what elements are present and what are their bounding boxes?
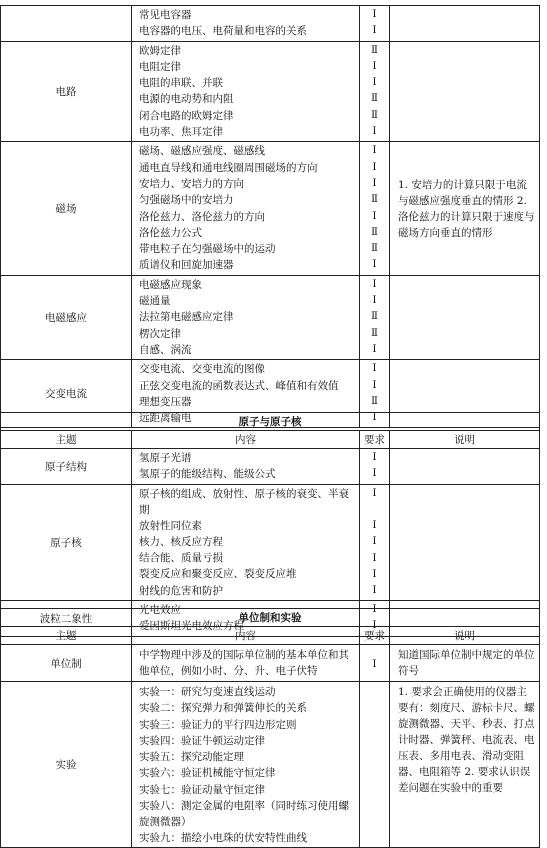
notes-cell [390, 682, 540, 848]
topic-label: 交变电流 [45, 388, 87, 401]
list-item: 实验八：测定金属的电阻率（同时练习使用螺旋测微器） [139, 800, 349, 829]
topic-label: 原子结构 [45, 460, 87, 473]
list-item: 氢原子的能级结构、能级公式 [139, 468, 276, 481]
topic-cell [1, 682, 132, 848]
notes-text: 知道国际单位制中规定的单位符号 [398, 649, 535, 677]
list-item: 实验一：研究匀变速直线运动 [139, 686, 276, 698]
requirement-cell [360, 682, 390, 848]
requirement-level: Ⅰ [372, 487, 377, 499]
section-title-row [1, 609, 540, 627]
topic-cell [1, 41, 132, 142]
requirement-level: Ⅰ [372, 259, 377, 271]
requirement-level: Ⅰ [372, 412, 377, 424]
header-content: 内容 [132, 627, 360, 645]
list-item: 电阻的串联、并联 [139, 77, 223, 90]
topic-label: 单位制 [50, 657, 82, 670]
content-cell [132, 275, 360, 359]
notes-cell [390, 645, 540, 682]
requirement-level: Ⅱ [371, 44, 378, 56]
requirement-level: Ⅰ [372, 604, 377, 616]
requirement-cell [360, 484, 390, 600]
list-item: 核力、核反应方程 [139, 535, 223, 548]
requirement-level: Ⅰ [372, 343, 377, 355]
list-item: 实验六：验证机械能守恒定律 [139, 767, 276, 780]
table-row [1, 682, 540, 848]
list-item: 洛伦兹力公式 [139, 226, 202, 239]
header-content: 内容 [132, 431, 360, 449]
requirement-level: Ⅱ [371, 93, 378, 105]
content-cell [132, 449, 360, 485]
requirement-level: Ⅰ [372, 585, 377, 597]
requirement-level: Ⅱ [371, 395, 378, 407]
list-item: 磁通量 [139, 295, 171, 308]
requirement-level: Ⅰ [372, 658, 377, 670]
requirement-level: Ⅰ [372, 468, 377, 480]
table-atom-nucleus [0, 412, 540, 637]
requirement-level: Ⅰ [372, 145, 377, 157]
topic-label: 波粒二象性 [39, 612, 93, 625]
requirement-level: Ⅰ [372, 278, 377, 290]
list-item: 安培力、安培力的方向 [139, 177, 244, 190]
section-title: 原子与原子核 [1, 413, 540, 431]
requirement-level: Ⅰ [372, 569, 377, 581]
topic-cell [1, 484, 132, 600]
list-item: 实验二：探究弹力和弹簧伸长的关系 [139, 702, 307, 715]
list-item: 匀强磁场中的安培力 [139, 194, 234, 207]
list-item: 通电直导线和通电线圈周围磁场的方向 [139, 161, 318, 174]
content-cell [132, 484, 360, 600]
list-item: 实验五：探究动能定理 [139, 751, 244, 764]
list-item: 交变电流、交变电流的图像 [139, 363, 265, 376]
header-requirement: 要求 [360, 627, 390, 645]
requirement-level: Ⅰ [372, 25, 377, 37]
requirement-level: Ⅰ [372, 9, 377, 20]
notes-cell [390, 41, 540, 142]
list-item: 实验七：验证动量守恒定律 [139, 783, 265, 796]
notes-cell [390, 484, 540, 600]
list-item: 爱因斯坦光电效应方程 [139, 620, 244, 633]
list-item: 法拉第电磁感应定律 [139, 311, 234, 324]
list-item: 实验四：验证牛顿运动定律 [139, 734, 265, 747]
requirement-level: Ⅱ [371, 327, 378, 339]
list-item: 电功率、焦耳定律 [139, 126, 223, 139]
list-item: 洛伦兹力、洛伦兹力的方向 [139, 210, 265, 223]
content-text: 中学物理中涉及的国际单位制的基本单位和其他单位，例如小时、分、升、电子伏特 [139, 649, 349, 677]
table-row [1, 275, 540, 359]
requirement-level: Ⅰ [372, 177, 377, 189]
list-item: 原子核的组成、放射性、原子核的衰变、半衰期 [139, 487, 349, 516]
topic-label: 实验 [55, 759, 77, 772]
topic-cell [1, 275, 132, 359]
topic-label: 原子核 [50, 536, 82, 549]
topic-cell [1, 6, 132, 42]
table-electricity-magnetism [0, 5, 540, 428]
table-row [1, 645, 540, 682]
requirement-level: Ⅰ [372, 452, 377, 463]
requirement-cell [360, 645, 390, 682]
requirement-cell [360, 275, 390, 359]
list-item: 磁场、磁感应强度、磁感线 [139, 145, 265, 158]
requirement-cell [360, 41, 390, 142]
section-title: 单位制和实验 [1, 609, 540, 627]
header-topic: 主题 [1, 627, 132, 645]
requirement-level: Ⅱ [371, 243, 378, 255]
requirement-cell [360, 142, 390, 275]
requirement-level: Ⅱ [371, 194, 378, 206]
requirement-level: Ⅰ [372, 77, 377, 89]
requirement-level: Ⅰ [372, 536, 377, 548]
notes-text: 1. 安培力的计算只限于电流与磁感应强度垂直的情形 2. 洛伦兹力的计算只限于速度与磁场方向垂直的情形 [398, 178, 535, 239]
notes-cell [390, 142, 540, 275]
header-row [1, 431, 540, 449]
list-item: 实验九：描绘小电珠的伏安特性曲线 [139, 832, 307, 845]
header-topic: 主题 [1, 431, 132, 449]
list-item: 电磁感应现象 [139, 278, 202, 291]
header-notes: 说明 [390, 431, 540, 449]
requirement-level: Ⅰ [372, 552, 377, 564]
list-item: 电源的电动势和内阻 [139, 93, 234, 106]
list-item: 闭合电路的欧姆定律 [139, 109, 234, 122]
topic-label: 电路 [55, 85, 77, 98]
content-cell [132, 142, 360, 275]
table-row [1, 41, 540, 142]
list-item: 裂变反应和聚变反应、裂变反应堆 [139, 568, 297, 581]
header-notes: 说明 [390, 627, 540, 645]
requirement-level: Ⅰ [372, 210, 377, 222]
topic-cell [1, 142, 132, 275]
requirement-level: Ⅰ [372, 161, 377, 173]
table-row [1, 6, 540, 42]
requirement-level: Ⅱ [371, 226, 378, 238]
notes-cell [390, 6, 540, 42]
requirement-level: Ⅰ [372, 126, 377, 138]
requirement-level: Ⅱ [371, 311, 378, 323]
table-units-experiments [0, 608, 540, 848]
table-row [1, 484, 540, 600]
list-item: 质谱仪和回旋加速器 [139, 259, 234, 272]
list-item: 正弦交变电流的函数表达式、峰值和有效值 [139, 379, 339, 392]
requirement-level: Ⅰ [372, 295, 377, 307]
content-cell [132, 41, 360, 142]
list-item: 光电效应 [139, 604, 181, 617]
topic-label: 电磁感应 [45, 311, 87, 324]
list-item: 楞次定律 [139, 327, 181, 340]
content-cell [132, 682, 360, 848]
notes-text: 1. 要求会正确使用的仪器主要有：刻度尺、游标卡尺、螺旋测微器、天平、秒表、打点计时器、弹簧秤、电流表、电压表、多用电表、滑动变阻器、电阻箱等 2. 要求认识误差问题在实验中的重要 [398, 686, 535, 794]
list-item: 理想变压器 [139, 395, 192, 408]
list-item: 电容器的电压、电荷量和电容的关系 [139, 25, 307, 38]
list-item: 远距离输电 [139, 412, 192, 425]
requirement-level: Ⅱ [371, 109, 378, 121]
list-item: 结合能、质量亏损 [139, 552, 223, 565]
requirement-cell [360, 6, 390, 42]
requirement-level: Ⅰ [372, 60, 377, 72]
notes-cell [390, 275, 540, 359]
content-cell [132, 645, 360, 682]
requirement-level: Ⅰ [372, 620, 377, 632]
topic-cell [1, 645, 132, 682]
list-item: 欧姆定律 [139, 44, 181, 57]
header-row [1, 627, 540, 645]
requirement-level: Ⅰ [372, 363, 377, 375]
list-item: 实验三：验证力的平行四边形定则 [139, 718, 297, 731]
content-cell [132, 6, 360, 42]
list-item: 氢原子光谱 [139, 452, 192, 464]
header-requirement: 要求 [360, 431, 390, 449]
list-item: 带电粒子在匀强磁场中的运动 [139, 243, 276, 256]
topic-label: 磁场 [55, 203, 77, 216]
table-row [1, 142, 540, 275]
requirement-cell [360, 449, 390, 485]
list-item: 电阻定律 [139, 60, 181, 73]
topic-cell [1, 449, 132, 485]
section-title-row [1, 413, 540, 431]
requirement-level: Ⅰ [372, 520, 377, 532]
list-item: 放射性同位素 [139, 519, 202, 532]
list-item: 常见电容器 [139, 9, 192, 21]
table-row [1, 449, 540, 485]
notes-cell [390, 449, 540, 485]
requirement-level: Ⅰ [372, 379, 377, 391]
list-item: 自感、涡流 [139, 343, 192, 356]
list-item: 射线的危害和防护 [139, 584, 223, 597]
